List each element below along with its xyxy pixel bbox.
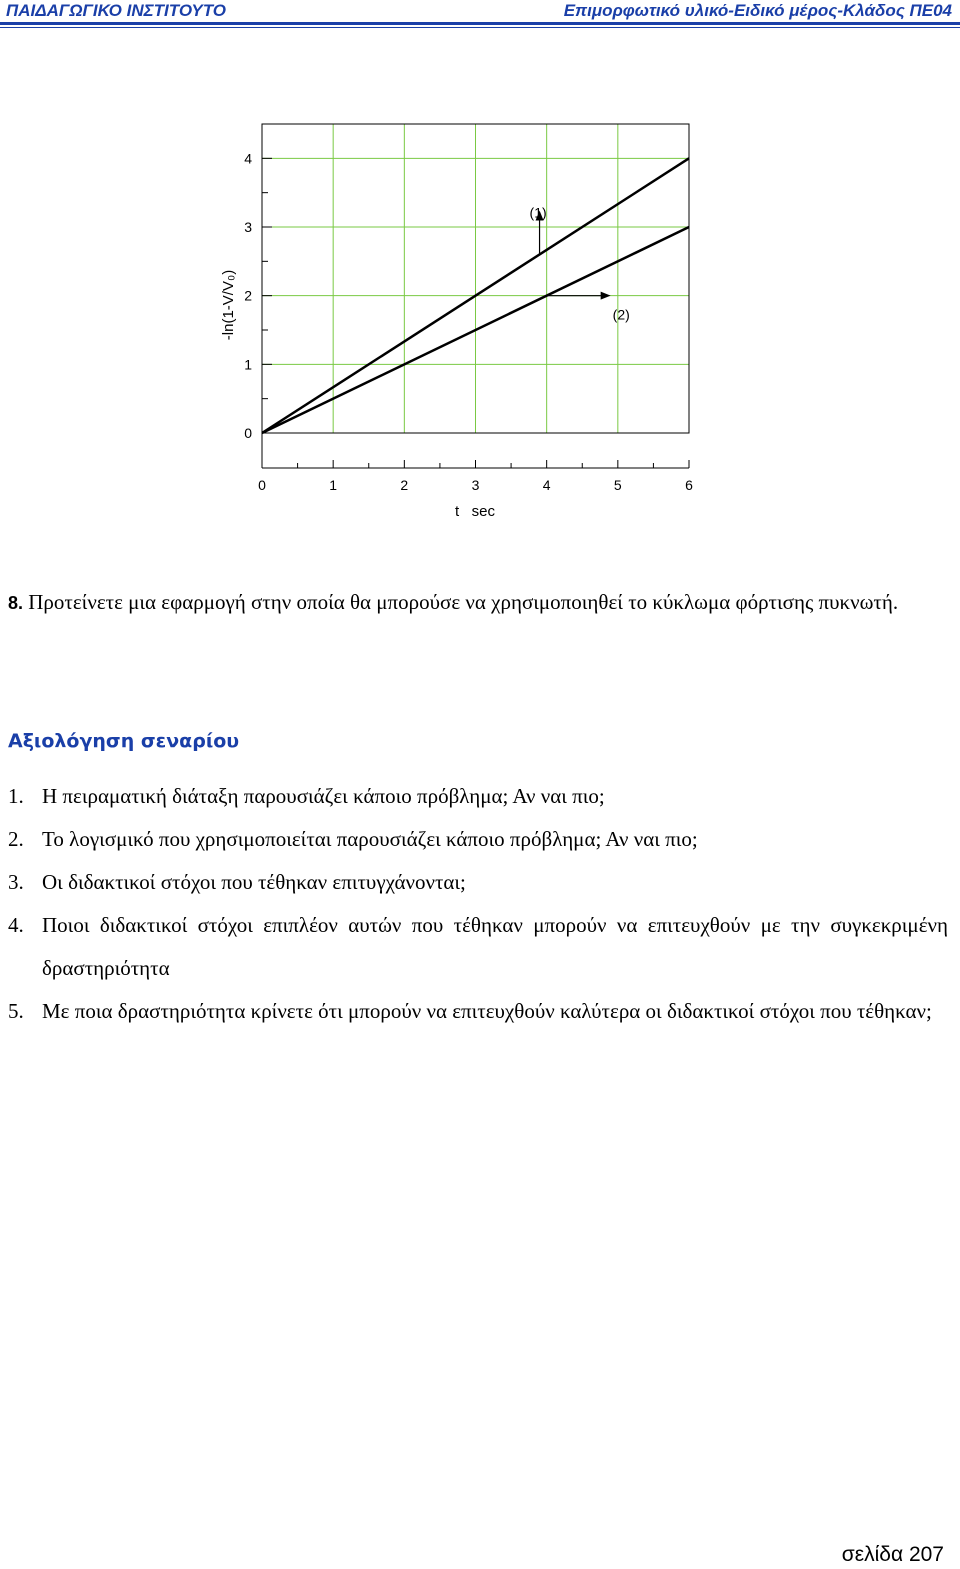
header-rule — [0, 22, 960, 25]
x-tick-label: 0 — [258, 477, 266, 493]
list-item — [8, 990, 948, 1033]
list-item-text: Η πειραματική διάταξη παρουσιάζει κάποιο πρόβλημα; Αν ναι πιο; — [42, 784, 605, 808]
chart-grid — [262, 124, 689, 433]
y-axis-label: -ln(1-V/V₀) — [220, 269, 237, 341]
document-subtitle: Επιμορφωτικό υλικό-Ειδικό μέρος-Κλάδος ΠΕ04 — [563, 1, 952, 20]
x-axis-label: t sec — [454, 503, 496, 520]
list-item-text: Με ποια δραστηριότητα κρίνετε ότι μπορούν να επιτευχθούν καλύτερα οι διδακτικοί στόχοι που τέθηκαν; — [42, 999, 932, 1023]
y-tick-label: 0 — [244, 425, 252, 441]
x-tick-label: 4 — [542, 477, 551, 493]
y-tick-label: 3 — [244, 219, 252, 235]
institute-name: ΠΑΙΔΑΓΩΓΙΚΟ ΙΝΣΤΙΤΟΥΤΟ — [6, 1, 227, 20]
page-number: σελίδα 207 — [841, 1543, 944, 1566]
list-item-text: Οι διδακτικοί στόχοι που τέθηκαν επιτυγχάνονται; — [42, 870, 466, 894]
series-1-label: (1) — [529, 204, 547, 221]
y-tick-label: 1 — [244, 356, 252, 373]
list-item — [8, 861, 948, 904]
evaluation-list — [8, 775, 948, 1033]
list-item — [8, 818, 948, 861]
list-item-number: 5. — [8, 999, 24, 1023]
question-8-text: Προτείνετε μια εφαρμογή στην οποία θα μπορούσε να χρησιμοποιηθεί το κύκλωμα φόρτισης πυκνωτή. — [28, 590, 899, 614]
list-item — [8, 775, 948, 818]
header-rule-thin — [0, 27, 960, 28]
series-2-label: (2) — [612, 306, 630, 323]
list-item-text: Το λογισμικό που χρησιμοποιείται παρουσιάζει κάποιο πρόβλημα; Αν ναι πιο; — [42, 827, 698, 851]
x-tick-label: 3 — [471, 477, 480, 493]
page-header — [0, 0, 960, 30]
list-item-number: 2. — [8, 827, 24, 851]
x-tick-label: 2 — [400, 477, 409, 493]
y-tick-label: 4 — [244, 150, 252, 167]
charge-curve-chart — [200, 110, 720, 530]
arrow-2-head — [601, 292, 611, 300]
list-item-number: 1. — [8, 784, 24, 808]
list-item — [8, 904, 948, 990]
x-tick-label: 5 — [613, 477, 622, 493]
list-item-number: 4. — [8, 913, 24, 937]
question-8-number: 8. — [8, 593, 24, 613]
x-tick-label: 6 — [685, 477, 693, 493]
list-item-text: Ποιοι διδακτικοί στόχοι επιπλέον αυτών που τέθηκαν μπορούν να επιτευχθούν με την συγκεκριμένη δραστηριότητα — [42, 913, 948, 980]
evaluation-title: Αξιολόγηση σεναρίου — [8, 730, 240, 752]
list-item-number: 3. — [8, 870, 24, 894]
question-8 — [8, 580, 948, 625]
y-tick-label: 2 — [244, 287, 252, 304]
x-tick-label: 1 — [329, 477, 338, 493]
